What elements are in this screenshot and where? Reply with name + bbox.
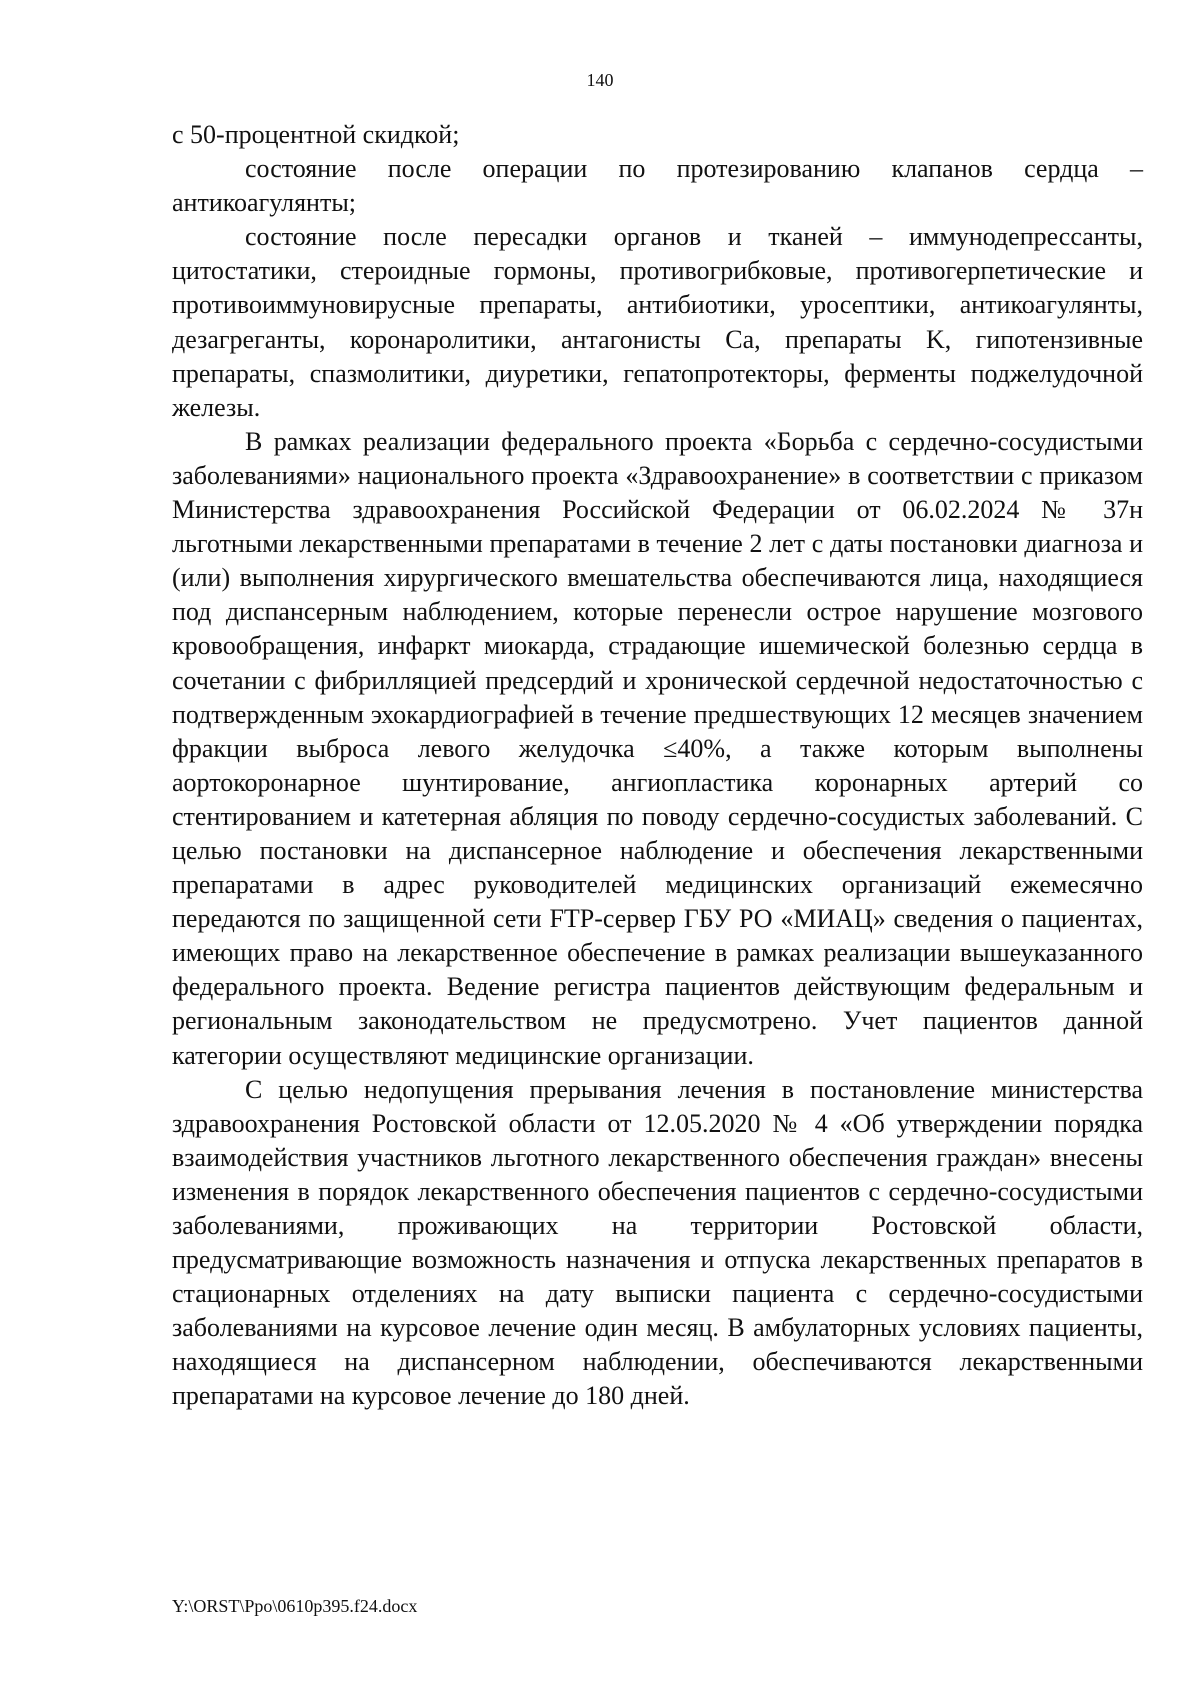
page-number: 140	[586, 70, 614, 90]
document-body	[172, 118, 1143, 1414]
paragraph-federal-project: В рамках реализации федерального проекта «Борьба с сердечно-сосудистыми заболеваниями» национального проекта «Здравоохранение» в соответствии с приказом Министерства здравоохранения Российской Федерации от 06.02.2024 № 37н льготными лекарственными препаратами в течение 2 лет с даты постановки диагноза и (или) выполнения хирургического вмешательства обеспечиваются лица, находящиеся под диспансерным наблюдением, которые перенесли острое нарушение мозгового кровообращения, инфаркт миокарда, страдающие ишемической болезнью сердца в сочетании с фибрилляцией предсердий и хронической сердечной недостаточностью с подтвержденным эхокардиографией в течение предшествующих 12 месяцев значением фракции выброса левого желудочка ≤40%, а также которым выполнены аортокоронарное шунтирование, ангиопластика коронарных артерий со стентированием и катетерная абляция по поводу сердечно-сосудистых заболеваний. С целью постановки на диспансерное наблюдение и обеспечения лекарственными препаратами в адрес руководителей медицинских организаций ежемесячно передаются по защищенной сети FTP-сервер ГБУ РО «МИАЦ» сведения о пациентах, имеющих право на лекарственное обеспечение в рамках реализации вышеуказанного федерального проекта. Ведение регистра пациентов действующим федеральным и региональным законодательством не предусмотрено. Учет пациентов данной категории осуществляют медицинские организации.	[172, 426, 1143, 1070]
footer-file-path: Y:\ORST\Ppo\0610p395.f24.docx	[172, 1596, 418, 1616]
paragraph-discount-continuation: с 50-процентной скидкой;	[172, 120, 460, 149]
paragraph-heart-valve: состояние после операции по протезированию клапанов сердца – антикоагулянты;	[172, 154, 1143, 218]
paragraph-organ-transplant: состояние после пересадки органов и тканей – иммунодепрессанты, цитостатики, стероидные гормоны, противогрибковые, противогерпетические и противоиммуновирусные препараты, антибиотики, уросептики, антикоагулянты, дезагреганты, коронаролитики, антагонисты Са, препараты K, гипотензивные препараты, спазмолитики, диуретики, гепатопротекторы, ферменты поджелудочной железы.	[172, 222, 1143, 422]
paragraph-treatment-continuity: С целью недопущения прерывания лечения в постановление министерства здравоохранения Ростовской области от 12.05.2020 № 4 «Об утверждении порядка взаимодействия участников льготного лекарственного обеспечения граждан» внесены изменения в порядок лекарственного обеспечения пациентов с сердечно-сосудистыми заболеваниями, проживающих на территории Ростовской области, предусматривающие возможность назначения и отпуска лекарственных препаратов в стационарных отделениях на дату выписки пациента с сердечно-сосудистыми заболеваниями на курсовое лечение один месяц. В амбулаторных условиях пациенты, находящиеся на диспансерном наблюдении, обеспечиваются лекарственными препаратами на курсовое лечение до 180 дней.	[172, 1074, 1143, 1411]
